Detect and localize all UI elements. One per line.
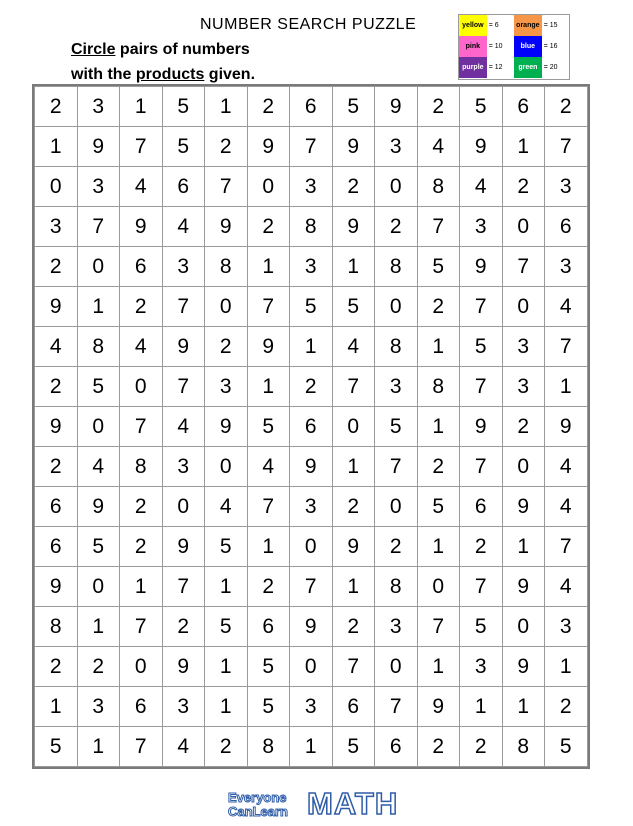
grid-cell[interactable]: 6	[290, 87, 333, 127]
grid-cell[interactable]: 2	[332, 607, 375, 647]
grid-cell[interactable]: 1	[417, 327, 460, 367]
grid-cell[interactable]: 0	[290, 647, 333, 687]
grid-cell[interactable]: 4	[35, 327, 78, 367]
grid-cell[interactable]: 2	[35, 87, 78, 127]
grid-cell[interactable]: 9	[502, 567, 545, 607]
grid-cell[interactable]: 2	[120, 487, 163, 527]
grid-cell[interactable]: 1	[417, 527, 460, 567]
grid-cell[interactable]: 9	[502, 647, 545, 687]
grid-cell[interactable]: 7	[460, 567, 503, 607]
grid-cell[interactable]: 0	[332, 407, 375, 447]
grid-cell[interactable]: 6	[460, 487, 503, 527]
grid-cell[interactable]: 1	[35, 687, 78, 727]
grid-cell[interactable]: 7	[460, 287, 503, 327]
grid-cell[interactable]: 3	[502, 367, 545, 407]
grid-cell[interactable]: 6	[502, 87, 545, 127]
grid-cell[interactable]: 1	[545, 367, 588, 407]
grid-cell[interactable]: 5	[545, 727, 588, 767]
grid-cell[interactable]: 1	[502, 127, 545, 167]
grid-cell[interactable]: 3	[460, 647, 503, 687]
grid-cell[interactable]: 6	[545, 207, 588, 247]
grid-cell[interactable]: 3	[290, 247, 333, 287]
grid-cell[interactable]: 4	[417, 127, 460, 167]
grid-cell[interactable]: 2	[460, 727, 503, 767]
grid-cell[interactable]: 9	[35, 567, 78, 607]
grid-cell[interactable]: 9	[205, 207, 248, 247]
grid-cell[interactable]: 2	[120, 287, 163, 327]
grid-row	[35, 447, 588, 487]
grid-cell[interactable]: 5	[417, 487, 460, 527]
grid-cell[interactable]: 5	[205, 607, 248, 647]
grid-cell[interactable]: 3	[77, 87, 120, 127]
grid-row	[35, 247, 588, 287]
grid-cell[interactable]: 5	[417, 247, 460, 287]
grid-cell[interactable]: 9	[460, 247, 503, 287]
grid-row	[35, 127, 588, 167]
grid-cell[interactable]: 2	[460, 527, 503, 567]
grid-cell[interactable]: 2	[545, 87, 588, 127]
grid-cell[interactable]: 2	[205, 327, 248, 367]
legend-swatch-pink: pink	[459, 36, 487, 57]
instructions-line-2-end: given.	[204, 66, 256, 83]
grid-cell[interactable]: 9	[460, 407, 503, 447]
grid-cell[interactable]: 3	[545, 167, 588, 207]
grid-cell[interactable]: 4	[205, 487, 248, 527]
grid-row	[35, 167, 588, 207]
grid-cell[interactable]: 1	[35, 127, 78, 167]
grid-cell[interactable]: 5	[332, 287, 375, 327]
grid-cell[interactable]: 0	[502, 287, 545, 327]
number-grid	[32, 84, 590, 769]
grid-cell[interactable]: 9	[205, 407, 248, 447]
grid-cell[interactable]: 9	[162, 327, 205, 367]
grid-row	[35, 87, 588, 127]
legend-row	[459, 36, 569, 57]
grid-row	[35, 567, 588, 607]
grid-cell[interactable]: 1	[502, 527, 545, 567]
grid-cell[interactable]: 5	[460, 87, 503, 127]
grid-cell[interactable]: 2	[375, 527, 418, 567]
grid-cell[interactable]: 0	[502, 207, 545, 247]
grid-cell[interactable]: 2	[247, 207, 290, 247]
legend-swatch-green: green	[514, 57, 542, 78]
grid-row	[35, 287, 588, 327]
grid-cell[interactable]: 0	[77, 407, 120, 447]
grid-cell[interactable]: 2	[77, 647, 120, 687]
grid-cell[interactable]: 0	[417, 567, 460, 607]
grid-cell[interactable]: 1	[120, 567, 163, 607]
grid-cell[interactable]: 2	[247, 87, 290, 127]
grid-cell[interactable]: 9	[247, 127, 290, 167]
grid-cell[interactable]: 0	[502, 447, 545, 487]
grid-cell[interactable]: 8	[290, 207, 333, 247]
instructions-products-word: products	[135, 66, 205, 83]
grid-cell[interactable]: 7	[375, 447, 418, 487]
grid-cell[interactable]: 3	[77, 167, 120, 207]
grid-cell[interactable]: 8	[417, 367, 460, 407]
grid-cell[interactable]: 7	[162, 287, 205, 327]
grid-cell[interactable]: 9	[162, 527, 205, 567]
grid-cell[interactable]: 5	[375, 407, 418, 447]
grid-cell[interactable]: 7	[460, 447, 503, 487]
grid-cell[interactable]: 1	[247, 247, 290, 287]
grid-cell[interactable]: 9	[332, 527, 375, 567]
grid-row	[35, 647, 588, 687]
grid-cell[interactable]: 7	[290, 567, 333, 607]
grid-cell[interactable]: 0	[205, 287, 248, 327]
legend-value-green: = 20	[543, 64, 558, 71]
grid-cell[interactable]: 3	[162, 247, 205, 287]
grid-row	[35, 407, 588, 447]
legend-swatch-orange: orange	[514, 15, 542, 36]
grid-cell[interactable]: 3	[77, 687, 120, 727]
legend-swatch-yellow: yellow	[459, 15, 487, 36]
grid-cell[interactable]: 3	[375, 127, 418, 167]
legend-row	[459, 57, 569, 78]
grid-cell[interactable]: 6	[332, 687, 375, 727]
grid-cell[interactable]: 4	[162, 407, 205, 447]
logo-line-1: Everyone	[228, 790, 287, 805]
grid-cell[interactable]: 2	[162, 607, 205, 647]
legend-row	[459, 15, 569, 36]
grid-cell[interactable]: 7	[375, 687, 418, 727]
grid-cell[interactable]: 5	[290, 287, 333, 327]
grid-cell[interactable]: 9	[290, 607, 333, 647]
grid-cell[interactable]: 3	[35, 207, 78, 247]
grid-cell[interactable]: 6	[247, 607, 290, 647]
grid-cell[interactable]: 4	[162, 207, 205, 247]
grid-cell[interactable]: 4	[120, 327, 163, 367]
grid-cell[interactable]: 2	[502, 407, 545, 447]
grid-cell[interactable]: 2	[375, 207, 418, 247]
grid-cell[interactable]: 1	[247, 527, 290, 567]
grid-cell[interactable]: 3	[162, 687, 205, 727]
grid-cell[interactable]: 0	[77, 567, 120, 607]
grid-cell[interactable]: 2	[35, 647, 78, 687]
grid-cell[interactable]: 5	[332, 727, 375, 767]
grid-cell[interactable]: 2	[417, 87, 460, 127]
grid-row	[35, 687, 588, 727]
grid-cell[interactable]: 7	[205, 167, 248, 207]
grid-row	[35, 207, 588, 247]
grid-cell[interactable]: 2	[35, 247, 78, 287]
grid-cell[interactable]: 0	[162, 487, 205, 527]
grid-cell[interactable]: 1	[205, 647, 248, 687]
grid-cell[interactable]: 2	[205, 127, 248, 167]
grid-row	[35, 727, 588, 767]
grid-cell[interactable]: 2	[35, 447, 78, 487]
legend-swatch-blue: blue	[514, 36, 542, 57]
grid-cell[interactable]: 3	[545, 607, 588, 647]
grid-cell[interactable]: 1	[332, 567, 375, 607]
grid-cell[interactable]: 7	[162, 367, 205, 407]
grid-cell[interactable]: 0	[120, 647, 163, 687]
legend-swatch-purple: purple	[459, 57, 487, 78]
grid-cell[interactable]: 6	[120, 247, 163, 287]
grid-cell[interactable]: 2	[247, 567, 290, 607]
grid-cell[interactable]: 8	[502, 727, 545, 767]
grid-cell[interactable]: 5	[247, 687, 290, 727]
grid-cell[interactable]: 9	[375, 87, 418, 127]
grid-cell[interactable]: 0	[35, 167, 78, 207]
grid-cell[interactable]: 2	[205, 727, 248, 767]
grid-cell[interactable]: 8	[375, 327, 418, 367]
grid-cell[interactable]: 0	[247, 167, 290, 207]
grid-cell[interactable]: 1	[77, 607, 120, 647]
grid-cell[interactable]: 9	[332, 127, 375, 167]
grid-cell[interactable]: 2	[290, 367, 333, 407]
grid-row	[35, 487, 588, 527]
grid-cell[interactable]: 2	[545, 687, 588, 727]
grid-cell[interactable]: 1	[77, 727, 120, 767]
legend-value-blue: = 16	[543, 43, 558, 50]
grid-cell[interactable]: 1	[417, 647, 460, 687]
grid-cell[interactable]: 7	[545, 127, 588, 167]
grid-cell[interactable]: 7	[502, 247, 545, 287]
instructions-line-1-rest: pairs of numbers	[115, 41, 250, 58]
grid-cell[interactable]: 3	[502, 327, 545, 367]
grid-cell[interactable]: 6	[35, 527, 78, 567]
grid-cell[interactable]: 5	[460, 327, 503, 367]
grid-cell[interactable]: 7	[417, 207, 460, 247]
grid-cell[interactable]: 8	[77, 327, 120, 367]
grid-cell[interactable]: 7	[77, 207, 120, 247]
grid-cell[interactable]: 2	[502, 167, 545, 207]
grid-cell[interactable]: 2	[35, 367, 78, 407]
grid-cell[interactable]: 8	[375, 567, 418, 607]
grid-cell[interactable]: 9	[77, 487, 120, 527]
legend-table	[459, 15, 569, 78]
grid-cell[interactable]: 1	[332, 447, 375, 487]
grid-cell[interactable]: 8	[120, 447, 163, 487]
grid-cell[interactable]: 9	[162, 647, 205, 687]
grid-cell[interactable]: 3	[375, 367, 418, 407]
grid-cell[interactable]: 0	[375, 487, 418, 527]
grid-cell[interactable]: 4	[460, 167, 503, 207]
grid-cell[interactable]: 9	[120, 207, 163, 247]
grid-cell[interactable]: 7	[247, 287, 290, 327]
grid-cell[interactable]: 4	[247, 447, 290, 487]
grid-cell[interactable]: 5	[162, 87, 205, 127]
legend-value-pink: = 10	[488, 43, 503, 50]
legend-value-orange: = 15	[543, 22, 558, 29]
instructions	[71, 37, 255, 87]
color-legend	[458, 14, 570, 80]
legend-value-purple: = 12	[488, 64, 503, 71]
grid-cell[interactable]: 7	[460, 367, 503, 407]
grid-cell[interactable]: 7	[247, 487, 290, 527]
grid-cell[interactable]: 1	[332, 247, 375, 287]
grid-cell[interactable]: 1	[545, 647, 588, 687]
logo-math: MATH	[307, 786, 399, 821]
logo-line-2: CanLearn	[228, 804, 288, 819]
grid-cell[interactable]: 4	[332, 327, 375, 367]
legend-value-yellow: = 6	[488, 22, 499, 29]
grid-cell[interactable]: 0	[375, 647, 418, 687]
grid-cell[interactable]: 5	[332, 87, 375, 127]
grid-cell[interactable]: 3	[460, 207, 503, 247]
grid-cell[interactable]: 0	[375, 287, 418, 327]
grid-cell[interactable]: 1	[205, 687, 248, 727]
grid-cell[interactable]: 3	[205, 367, 248, 407]
grid-cell[interactable]: 0	[205, 447, 248, 487]
grid-cell[interactable]: 7	[120, 127, 163, 167]
grid-cell[interactable]: 1	[502, 687, 545, 727]
grid-cell[interactable]: 9	[77, 127, 120, 167]
grid-row	[35, 527, 588, 567]
grid-cell[interactable]: 7	[120, 407, 163, 447]
grid-cell[interactable]: 9	[35, 407, 78, 447]
grid-cell[interactable]: 9	[545, 407, 588, 447]
grid-cell[interactable]: 9	[502, 487, 545, 527]
grid-cell[interactable]: 0	[502, 607, 545, 647]
grid-cell[interactable]: 1	[120, 87, 163, 127]
grid-cell[interactable]: 7	[290, 127, 333, 167]
grid-cell[interactable]: 5	[77, 367, 120, 407]
grid-cell[interactable]: 5	[205, 527, 248, 567]
grid-cell[interactable]: 8	[417, 167, 460, 207]
grid-cell[interactable]: 3	[162, 447, 205, 487]
grid-row	[35, 607, 588, 647]
grid-cell[interactable]: 8	[375, 247, 418, 287]
grid-cell[interactable]: 7	[417, 607, 460, 647]
grid-cell[interactable]: 1	[460, 687, 503, 727]
grid-cell[interactable]: 9	[35, 287, 78, 327]
grid-cell[interactable]: 3	[290, 687, 333, 727]
grid-cell[interactable]: 1	[205, 567, 248, 607]
grid-cell[interactable]: 8	[205, 247, 248, 287]
number-grid-table	[34, 86, 588, 767]
grid-row	[35, 327, 588, 367]
grid-cell[interactable]: 1	[417, 407, 460, 447]
instructions-line-2-start: with the	[71, 66, 136, 83]
grid-cell[interactable]: 6	[35, 487, 78, 527]
grid-cell[interactable]: 4	[545, 487, 588, 527]
grid-cell[interactable]: 2	[120, 527, 163, 567]
grid-cell[interactable]: 3	[375, 607, 418, 647]
grid-cell[interactable]: 3	[290, 167, 333, 207]
grid-cell[interactable]: 0	[77, 247, 120, 287]
grid-cell[interactable]: 4	[545, 287, 588, 327]
grid-cell[interactable]: 5	[35, 727, 78, 767]
grid-cell[interactable]: 4	[545, 567, 588, 607]
grid-cell[interactable]: 0	[120, 367, 163, 407]
grid-cell[interactable]: 7	[332, 367, 375, 407]
grid-cell[interactable]: 1	[290, 727, 333, 767]
grid-cell[interactable]: 4	[545, 447, 588, 487]
grid-cell[interactable]: 2	[417, 727, 460, 767]
grid-cell[interactable]: 1	[247, 367, 290, 407]
grid-cell[interactable]: 8	[35, 607, 78, 647]
grid-cell[interactable]: 2	[417, 447, 460, 487]
grid-cell[interactable]: 8	[247, 727, 290, 767]
grid-cell[interactable]: 4	[120, 167, 163, 207]
grid-cell[interactable]: 7	[162, 567, 205, 607]
instructions-line-1	[71, 37, 255, 62]
grid-cell[interactable]: 3	[545, 247, 588, 287]
grid-cell[interactable]: 5	[247, 407, 290, 447]
grid-cell[interactable]: 7	[545, 327, 588, 367]
grid-cell[interactable]: 5	[247, 647, 290, 687]
grid-cell[interactable]: 4	[77, 447, 120, 487]
everyone-can-learn-math-logo	[228, 787, 408, 821]
grid-cell[interactable]: 9	[290, 447, 333, 487]
grid-cell[interactable]: 7	[545, 527, 588, 567]
grid-cell[interactable]: 3	[290, 487, 333, 527]
grid-cell[interactable]: 4	[162, 727, 205, 767]
grid-cell[interactable]: 1	[290, 327, 333, 367]
grid-row	[35, 367, 588, 407]
puzzle-title: NUMBER SEARCH PUZZLE	[200, 16, 417, 33]
grid-cell[interactable]: 0	[290, 527, 333, 567]
grid-cell[interactable]: 5	[460, 607, 503, 647]
grid-cell[interactable]: 9	[332, 207, 375, 247]
grid-cell[interactable]: 6	[290, 407, 333, 447]
grid-cell[interactable]: 5	[162, 127, 205, 167]
grid-cell[interactable]: 2	[417, 287, 460, 327]
grid-cell[interactable]: 6	[375, 727, 418, 767]
grid-cell[interactable]: 6	[120, 687, 163, 727]
grid-cell[interactable]: 9	[460, 127, 503, 167]
instructions-circle-word: Circle	[71, 41, 116, 58]
grid-cell[interactable]: 5	[77, 527, 120, 567]
grid-cell[interactable]: 1	[205, 87, 248, 127]
grid-cell[interactable]: 7	[120, 607, 163, 647]
grid-cell[interactable]: 7	[332, 647, 375, 687]
grid-cell[interactable]: 7	[120, 727, 163, 767]
grid-cell[interactable]: 1	[77, 287, 120, 327]
grid-cell[interactable]: 9	[417, 687, 460, 727]
grid-cell[interactable]: 9	[247, 327, 290, 367]
grid-cell[interactable]: 0	[375, 167, 418, 207]
grid-cell[interactable]: 2	[332, 487, 375, 527]
grid-cell[interactable]: 6	[162, 167, 205, 207]
grid-cell[interactable]: 2	[332, 167, 375, 207]
